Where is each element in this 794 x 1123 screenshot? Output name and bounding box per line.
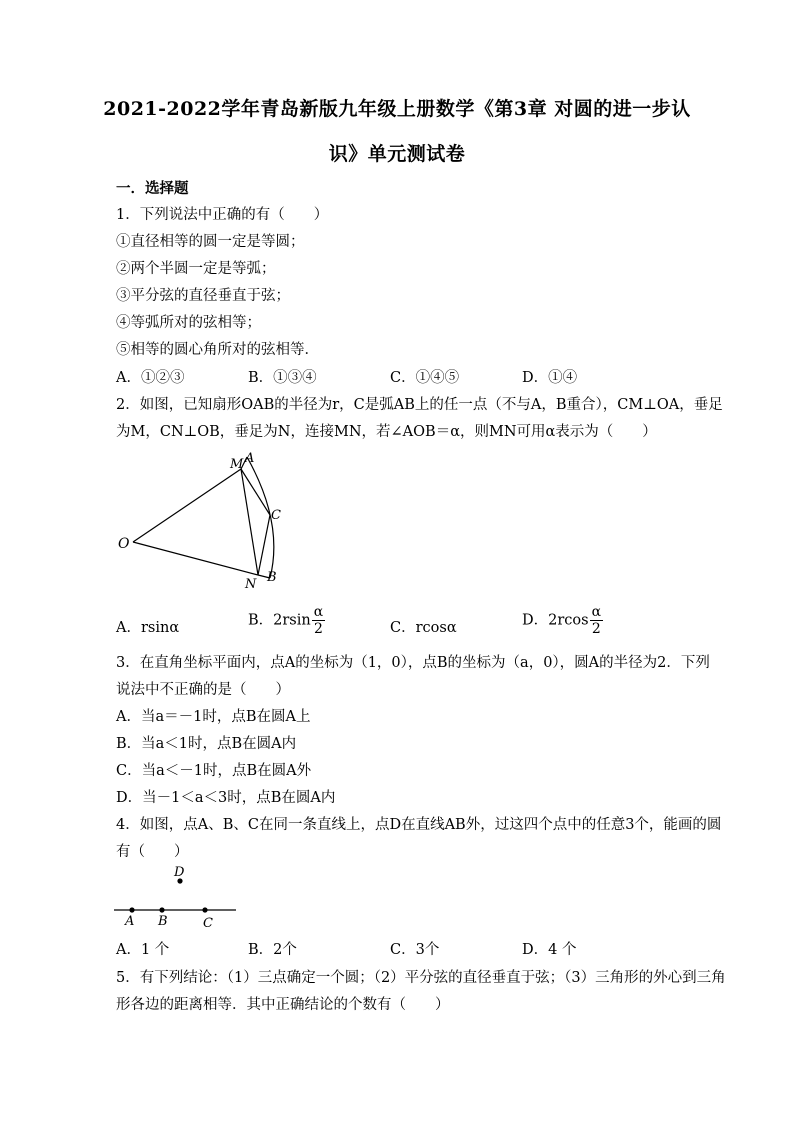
q2-option-c[interactable]: C．rcosα (390, 620, 457, 636)
segment-cm (241, 469, 270, 515)
point-b (159, 907, 164, 912)
label-b: B (158, 914, 168, 929)
fraction-denominator: 2 (314, 621, 323, 637)
q1-item-2: ②两个半圆一定是等弧； (116, 261, 276, 277)
q3-option-d[interactable]: D．当－1＜a＜3时，点B在圆A内 (116, 790, 336, 806)
segment-cn (258, 515, 270, 575)
collinear-points-figure (112, 862, 242, 932)
q2-option-b[interactable] (248, 604, 325, 637)
q4-option-a[interactable]: A．1 个 (116, 942, 170, 958)
q2-stem-line1: 2．如图，已知扇形OAB的半径为r，C是弧AB上的任一点（不与A，B重合），CM⊥OA，垂足 (116, 397, 723, 413)
q1-item-3: ③平分弦的直径垂直于弦； (116, 288, 290, 304)
q3-option-c[interactable]: C．当a＜－1时，点B在圆A外 (116, 763, 312, 779)
doc-title-line1: 2021-2022学年青岛新版九年级上册数学《第3章 对圆的进一步认 (103, 98, 691, 120)
q3-option-a[interactable]: A．当a＝－1时，点B在圆A上 (116, 709, 311, 725)
label-c: C (203, 916, 213, 931)
q5-stem-line1: 5．有下列结论：（1）三点确定一个圆；（2）平分弦的直径垂直于弦；（3）三角形的外心到三角 (116, 970, 726, 986)
q2-option-b-prefix: B．2rsin (248, 612, 311, 629)
q4-option-c[interactable]: C．3个 (390, 942, 440, 958)
q4-stem-line1: 4．如图，点A、B、C在同一条直线上，点D在直线AB外，过这四个点中的任意3个，能画的圆 (116, 817, 722, 833)
label-c: C (271, 508, 281, 523)
doc-title-line2: 识》单元测试卷 (328, 143, 466, 165)
q3-stem-line1: 3．在直角坐标平面内，点A的坐标为（1，0），点B的坐标为（a，0），圆A的半径为2．下列 (116, 655, 710, 671)
label-m: M (230, 457, 244, 472)
q1-item-1: ①直径相等的圆一定是等圆； (116, 234, 305, 250)
label-n: N (245, 577, 257, 592)
q3-stem-line2: 说法中不正确的是（ ） (116, 682, 290, 698)
fraction-numerator: α (591, 604, 602, 620)
q1-option-d[interactable]: D．①④ (522, 370, 578, 386)
q4-option-b[interactable]: B．2个 (248, 942, 297, 958)
q1-option-c[interactable]: C．①④⑤ (390, 370, 460, 386)
segment-mn (241, 469, 258, 575)
sector-figure (112, 448, 292, 598)
q2-option-d-prefix: D．2rcos (522, 612, 589, 629)
q2-option-d-fraction (590, 604, 603, 637)
fraction-denominator: 2 (591, 621, 601, 637)
q1-item-4: ④等弧所对的弦相等； (116, 315, 261, 331)
label-o: O (118, 536, 130, 552)
q4-stem-line2: 有（ ） (116, 844, 189, 860)
section-heading: 一．选择题 (116, 180, 189, 197)
q4-option-d[interactable]: D．4 个 (522, 942, 577, 958)
q2-option-a[interactable]: A．rsinα (116, 620, 180, 636)
q1-option-a[interactable]: A．①②③ (116, 370, 185, 386)
q1-stem: 1．下列说法中正确的有（ ） (116, 207, 329, 223)
q2-option-d[interactable] (522, 604, 603, 637)
segment-on (133, 542, 258, 575)
label-a: A (125, 914, 135, 929)
q5-stem-line2: 形各边的距离相等．其中正确结论的个数有（ ） (116, 997, 450, 1013)
point-c (202, 907, 207, 912)
q1-item-5: ⑤相等的圆心角所对的弦相等． (116, 342, 319, 358)
q2-option-b-fraction (312, 604, 325, 637)
point-a (129, 907, 134, 912)
segment-om (133, 469, 241, 542)
label-a: A (245, 451, 255, 466)
label-d: D (174, 865, 185, 880)
q3-option-b[interactable]: B．当a＜1时，点B在圆A内 (116, 736, 297, 752)
q1-option-b[interactable]: B．①③④ (248, 370, 317, 386)
fraction-numerator: α (313, 604, 324, 620)
q2-stem-line2: 为M，CN⊥OB，垂足为N，连接MN，若∠AOB＝α，则MN可用α表示为（ ） (116, 424, 657, 440)
label-b: B (267, 570, 277, 585)
